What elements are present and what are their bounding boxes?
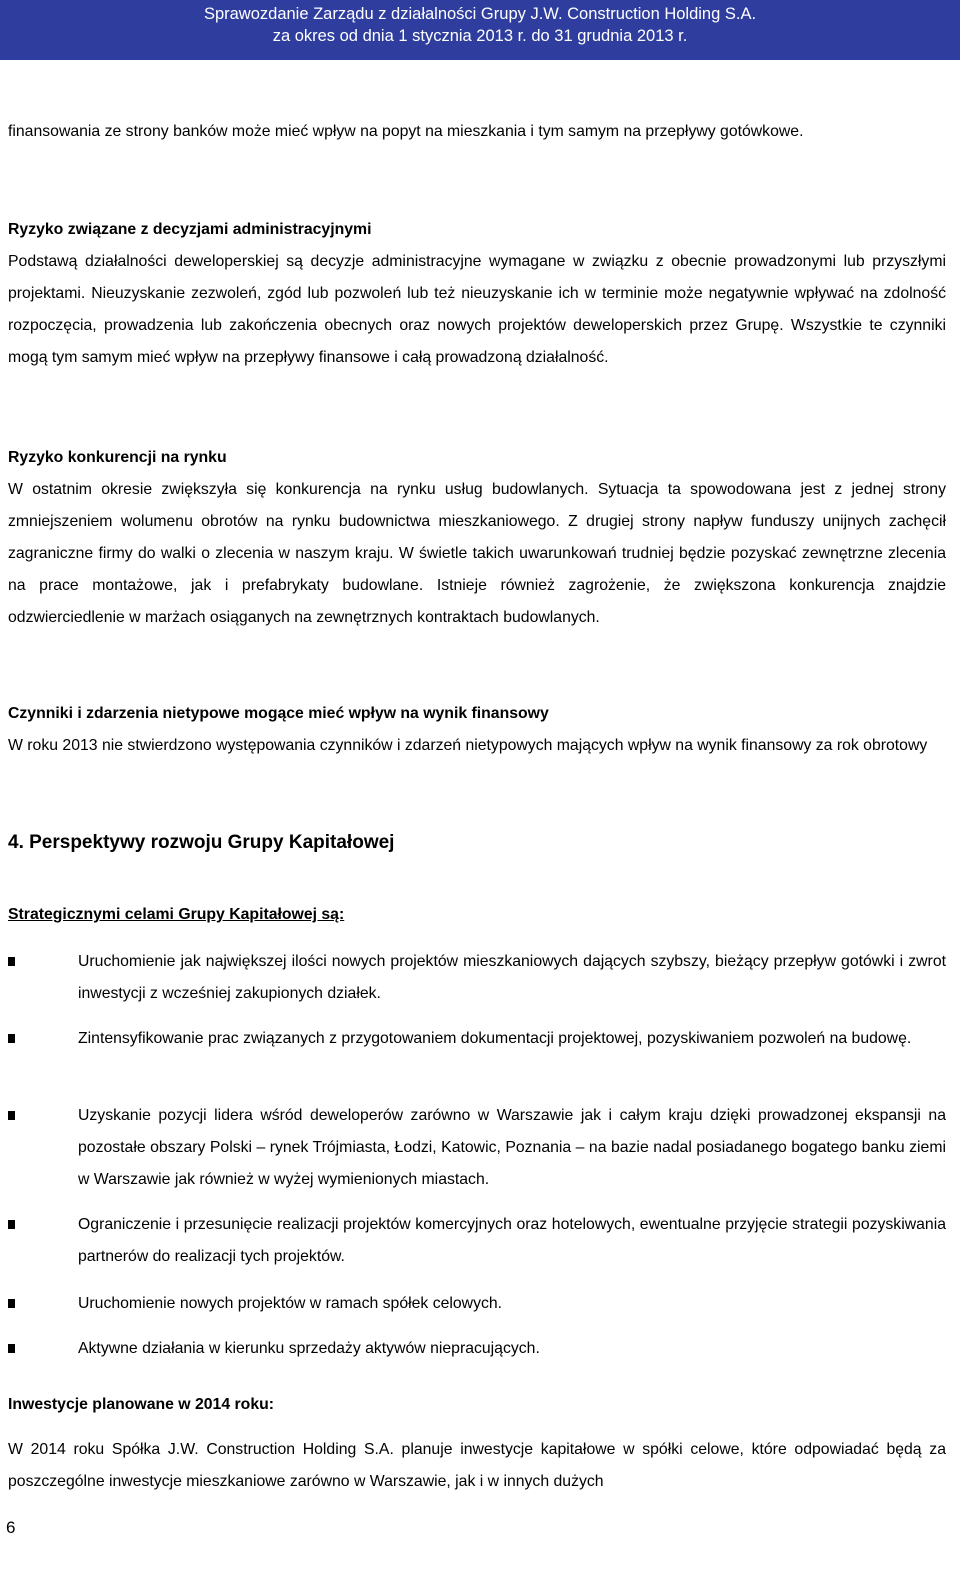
paragraph-risk-admin: Podstawą działalności deweloperskiej są decyzje administracyjne wymagane w związku z obecnie prowadzonymi lub przyszłymi projektami. Nieuzyskanie zezwoleń, zgód lub pozwoleń lub też nieuzyskanie ich w terminie może negatywnie wpływać na zdolność rozpoczęcia, prowadzenia lub zakończenia obecnych oraz nowych projektów deweloperskich przez Grupę. Wszystkie te czynniki mogą tym samym mieć wpływ na przepływy finansowe i całą prowadzoną działalność. [8,253,946,366]
paragraph-unusual-factors: W roku 2013 nie stwierdzono występowania czynników i zdarzeń nietypowych mających wpływ na wynik finansowy za rok obrotowy [8,737,928,754]
intro-paragraph: finansowania ze strony banków może mieć wpływ na popyt na mieszkania i tym samym na przepływy gotówkowe. [8,123,804,140]
document-header [0,0,960,60]
heading-risk-admin: Ryzyko związane z decyzjami administracyjnymi [8,221,372,238]
square-bullet-icon [8,1344,15,1353]
heading-investments: Inwestycje planowane w 2014 roku: [8,1396,275,1413]
list-item [8,1023,946,1055]
header-period: za okres od dnia 1 stycznia 2013 r. do 31 grudnia 2013 r. [272,27,688,45]
list-item [8,1100,946,1196]
list-item [8,1333,946,1365]
list-item [8,1288,946,1320]
header-title: Sprawozdanie Zarządu z działalności Grupy J.W. Construction Holding S.A. [203,5,757,23]
square-bullet-icon [8,957,15,966]
paragraph-risk-competition: W ostatnim okresie zwiększyła się konkurencja na rynku usług budowlanych. Sytuacja ta spowodowana jest z jednej strony zmniejszeniem wolumenu obrotów na rynku budownictwa mieszkaniowego. Z drugiej strony napływ funduszy unijnych zachęcił zagraniczne firmy do walki o zlecenia w naszym kraju. W świetle takich uwarunkowań trudniej będzie pozyskać zewnętrzne zlecenia na prace montażowe, jak i prefabrykaty budowlane. Istnieje również zagrożenie, że zwiększona konkurencja znajdzie odzwierciedlenie w marżach osiąganych na zewnętrznych kontraktach budowlanych. [8,481,946,626]
heading-risk-competition: Ryzyko konkurencji na rynku [8,449,227,466]
square-bullet-icon [8,1111,15,1120]
paragraph-investments: W 2014 roku Spółka J.W. Construction Holding S.A. planuje inwestycje kapitałowe w spółki celowe, które odpowiadać będą za poszczególne inwestycje mieszkaniowe zarówno w Warszawie, jak i w innych dużych [8,1441,946,1490]
square-bullet-icon [8,1220,15,1229]
list-item-text: Uruchomienie jak największej ilości nowych projektów mieszkaniowych dających szybszy, bieżący przepływ gotówki i zwrot inwestycji z wcześniej zakupionych działek. [78,953,946,1002]
list-item-text: Uruchomienie nowych projektów w ramach spółek celowych. [78,1295,503,1312]
heading-unusual-factors: Czynniki i zdarzenia nietypowe mogące mieć wpływ na wynik finansowy [8,705,549,722]
list-item [8,946,946,1010]
heading-strategic-goals: Strategicznymi celami Grupy Kapitałowej są: [8,906,345,923]
section-4-heading: 4. Perspektywy rozwoju Grupy Kapitałowej [8,832,395,853]
list-item [8,1209,946,1273]
square-bullet-icon [8,1299,15,1308]
page-number: 6 [6,1518,16,1537]
list-item-text: Aktywne działania w kierunku sprzedaży aktywów niepracujących. [78,1340,540,1357]
list-item-text: Zintensyfikowanie prac związanych z przygotowaniem dokumentacji projektowej, pozyskiwaniem pozwoleń na budowę. [78,1030,912,1047]
list-item-text: Ograniczenie i przesunięcie realizacji projektów komercyjnych oraz hotelowych, ewentualne przyjęcie strategii pozyskiwania partnerów do realizacji tych projektów. [78,1216,946,1265]
list-item-text: Uzyskanie pozycji lidera wśród deweloperów zarówno w Warszawie jak i całym kraju dzięki prowadzonej ekspansji na pozostałe obszary Polski – rynek Trójmiasta, Łodzi, Katowic, Poznania – na bazie nadal posiadanego bogatego banku ziemi w Warszawie jak również w wyżej wymienionych miastach. [78,1107,946,1188]
square-bullet-icon [8,1034,15,1043]
